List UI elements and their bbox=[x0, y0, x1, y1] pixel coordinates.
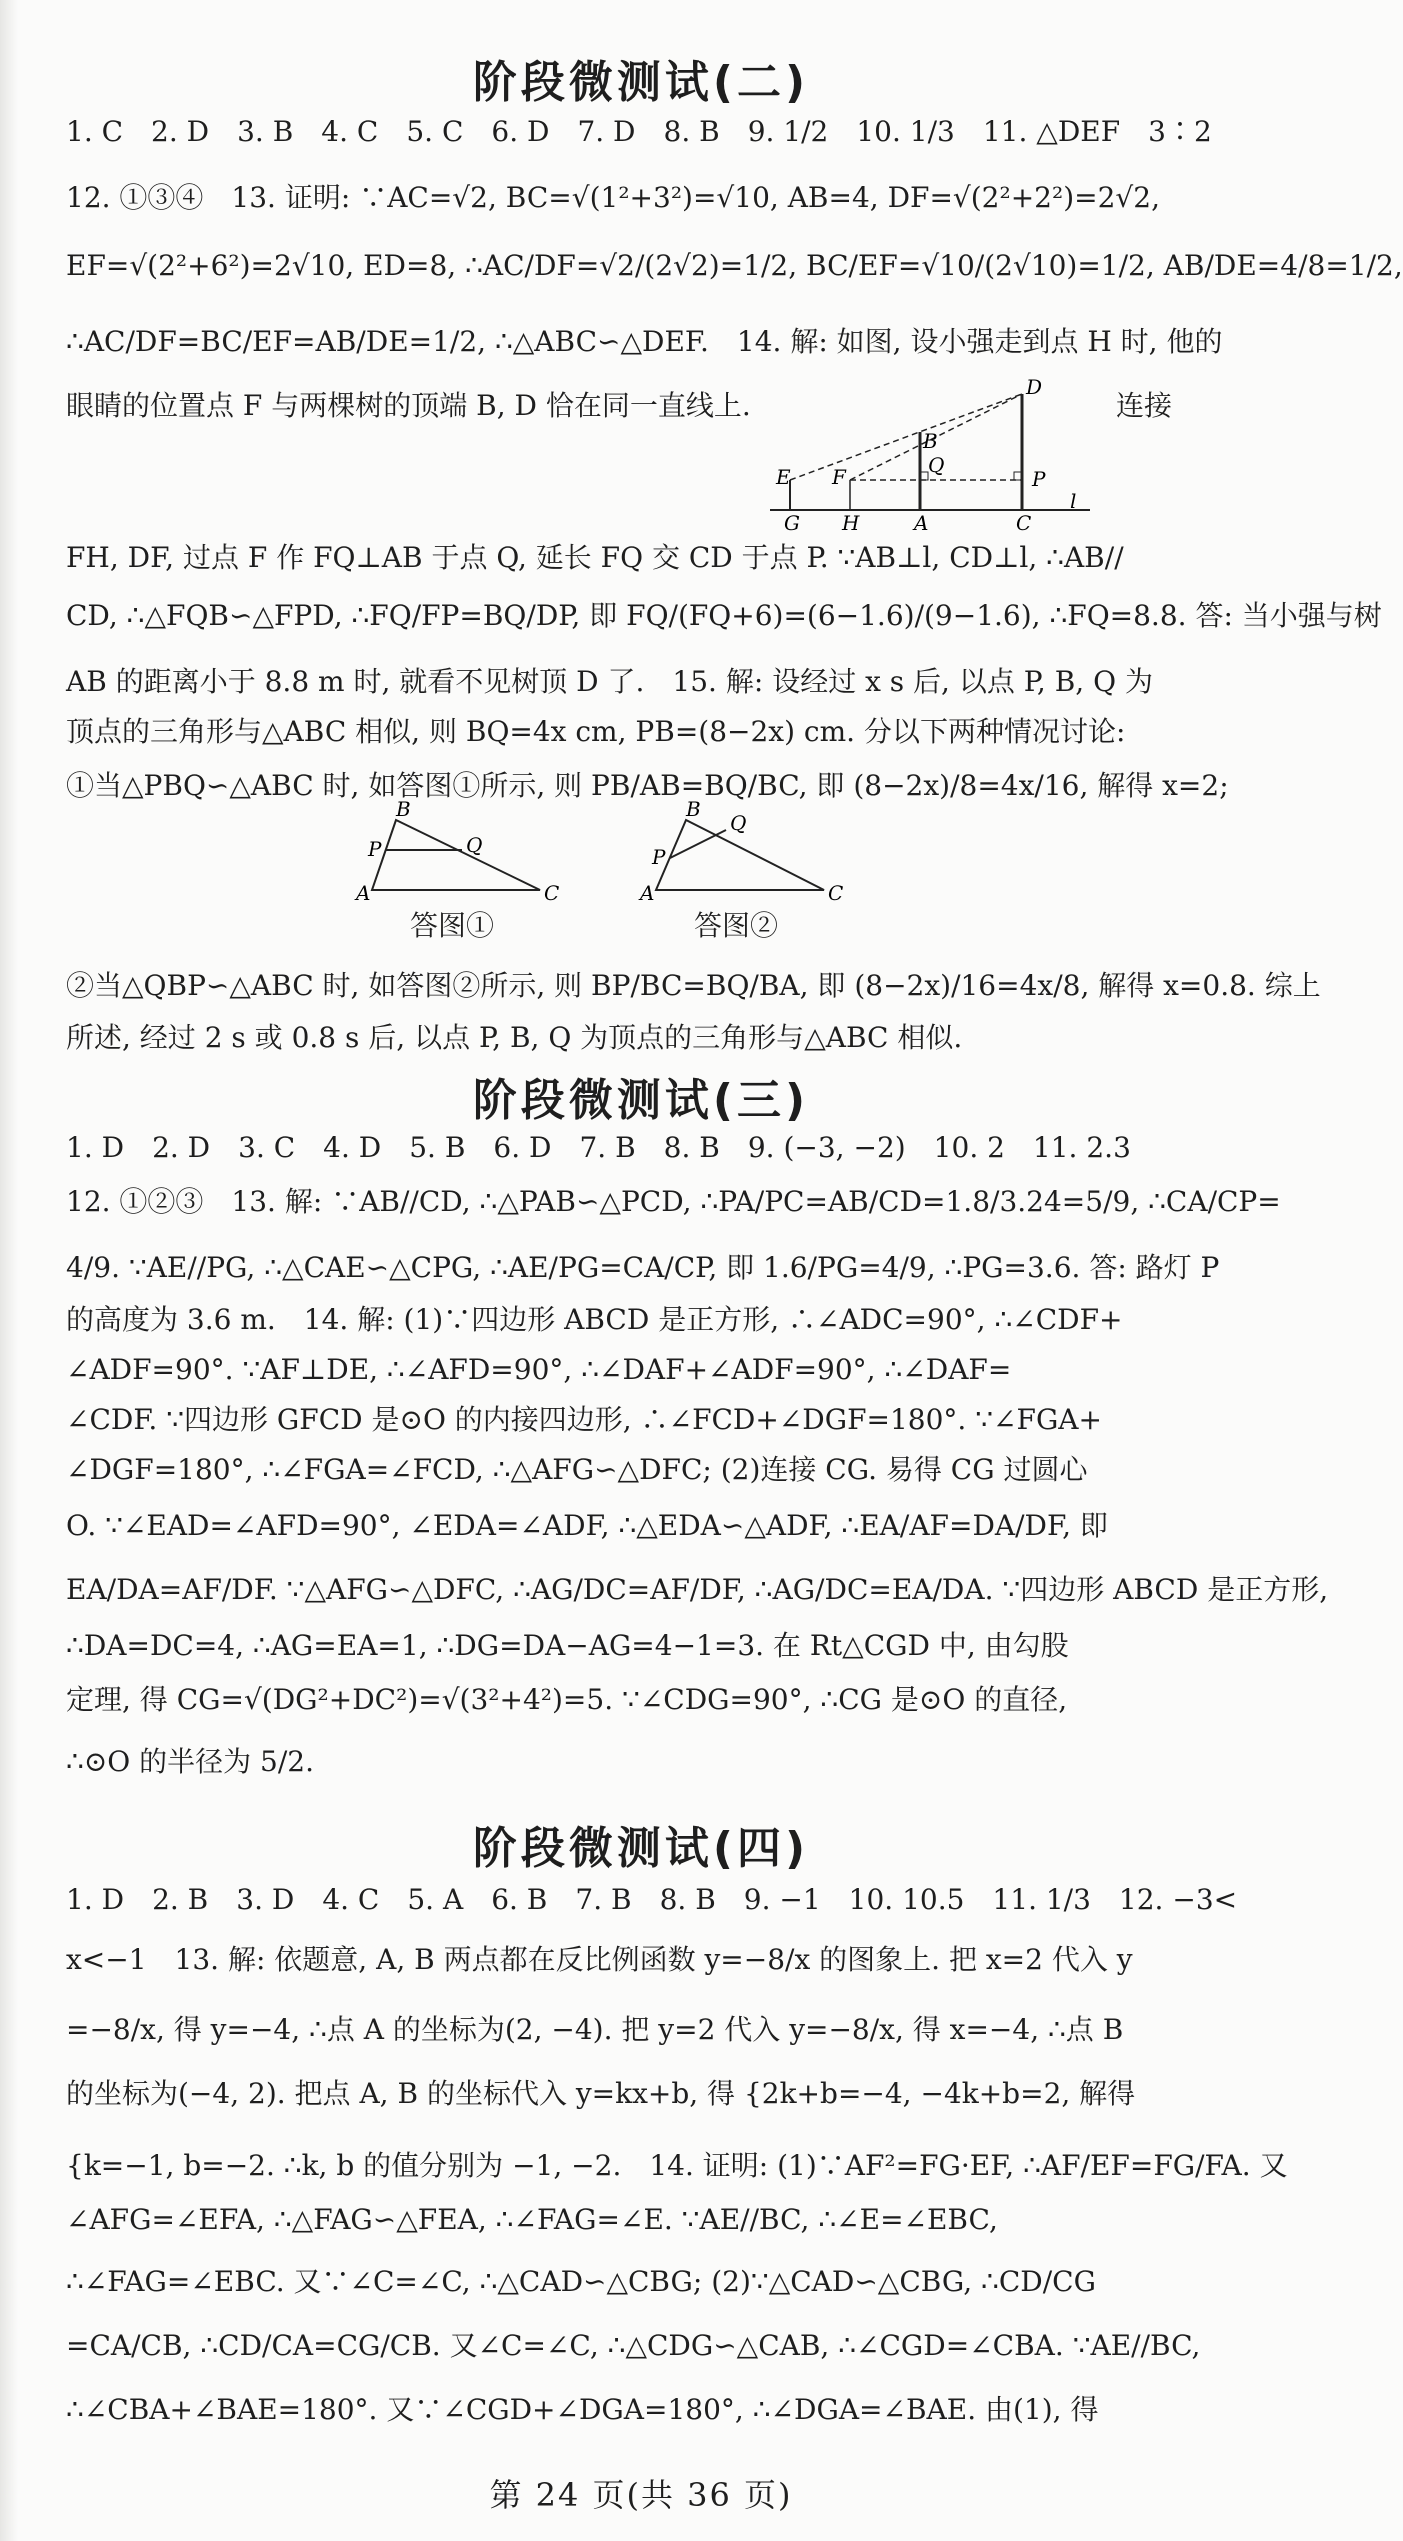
text-line: ∴AC/DF=BC/EF=AB/DE=1/2, ∴△ABC∽△DEF. 14. 解: 如图, 设小强走到点 H 时, 他的 bbox=[66, 325, 1223, 358]
figure-label: A bbox=[640, 881, 655, 905]
text-line: 1. D 2. B 3. D 4. C 5. A 6. B 7. B 8. B 9. −1 10. 10.5 11. 1/3 12. −3< bbox=[66, 1883, 1238, 1916]
text-line: 12. ①③④ 13. 证明: ∵AC=√2, BC=√(1²+3²)=√10, AB=4, DF=√(2²+2²)=2√2, bbox=[66, 181, 1160, 214]
figure-label: Q bbox=[928, 453, 945, 477]
text-line: 4/9. ∵AE//PG, ∴△CAE∽△CPG, ∴AE/PG=CA/CP, 即 1.6/PG=4/9, ∴PG=3.6. 答: 路灯 P bbox=[66, 1251, 1220, 1284]
section-title-4: 阶段微测试(四) bbox=[472, 1823, 810, 1874]
text-line: 顶点的三角形与△ABC 相似, 则 BQ=4x cm, PB=(8−2x) cm. 分以下两种情况讨论: bbox=[66, 715, 1126, 748]
text-line: EA/DA=AF/DF. ∵△AFG∽△DFC, ∴AG/DC=AF/DF, ∴AG/DC=EA/DA. ∵四边形 ABCD 是正方形, bbox=[66, 1573, 1329, 1606]
section-title-3: 阶段微测试(三) bbox=[472, 1075, 810, 1126]
figure-label: P bbox=[652, 845, 666, 869]
text-line: ∠ADF=90°. ∵AF⊥DE, ∴∠AFD=90°, ∴∠DAF+∠ADF=90°, ∴∠DAF= bbox=[66, 1353, 1012, 1386]
text-line: 连接 bbox=[1116, 389, 1173, 422]
figure-label: G bbox=[784, 511, 800, 535]
text-line: {k=−1, b=−2. ∴k, b 的值分别为 −1, −2. 14. 证明: (1)∵AF²=FG·EF, ∴AF/EF=FG/FA. 又 bbox=[66, 2149, 1288, 2182]
text-line: ①当△PBQ∽△ABC 时, 如答图①所示, 则 PB/AB=BQ/BC, 即 (8−2x)/8=4x/16, 解得 x=2; bbox=[66, 769, 1229, 802]
text-line: 定理, 得 CG=√(DG²+DC²)=√(3²+4²)=5. ∵∠CDG=90°, ∴CG 是⊙O 的直径, bbox=[66, 1683, 1068, 1716]
text-line: ∴∠FAG=∠EBC. 又∵∠C=∠C, ∴△CAD∽△CBG; (2)∵△CAD∽△CBG, ∴CD/CG bbox=[66, 2265, 1096, 2298]
figure-label: D bbox=[1026, 375, 1043, 399]
tree-sightline-figure bbox=[770, 375, 1100, 535]
figure-label: B bbox=[923, 429, 938, 453]
figure-label: l bbox=[1070, 489, 1077, 513]
page-binding-shadow bbox=[0, 0, 18, 2541]
text-line: 所述, 经过 2 s 或 0.8 s 后, 以点 P, B, Q 为顶点的三角形与△ABC 相似. bbox=[66, 1021, 963, 1054]
figure-label: Q bbox=[730, 811, 747, 835]
figure-label: P bbox=[1032, 467, 1046, 491]
text-line: 的坐标为(−4, 2). 把点 A, B 的坐标代入 y=kx+b, 得 {2k+b=−4, −4k+b=2, 解得 bbox=[66, 2077, 1136, 2110]
text-line: FH, DF, 过点 F 作 FQ⊥AB 于点 Q, 延长 FQ 交 CD 于点 P. ∵AB⊥l, CD⊥l, ∴AB// bbox=[66, 541, 1124, 574]
text-line: ∠AFG=∠EFA, ∴△FAG∽△FEA, ∴∠FAG=∠E. ∵AE//BC, ∴∠E=∠EBC, bbox=[66, 2203, 998, 2236]
page-number-footer: 第 24 页(共 36 页) bbox=[489, 2476, 793, 2514]
figure-label: C bbox=[544, 881, 560, 905]
answer-figure-2 bbox=[640, 797, 850, 910]
text-line: ∠CDF. ∵四边形 GFCD 是⊙O 的内接四边形, ∴∠FCD+∠DGF=180°. ∵∠FGA+ bbox=[66, 1403, 1102, 1436]
text-line: ∴⊙O 的半径为 5/2. bbox=[66, 1745, 314, 1778]
text-line: 12. ①②③ 13. 解: ∵AB//CD, ∴△PAB∽△PCD, ∴PA/PC=AB/CD=1.8/3.24=5/9, ∴CA/CP= bbox=[66, 1185, 1281, 1218]
answer-figure-1 bbox=[356, 797, 566, 910]
figure-label: F bbox=[832, 465, 846, 489]
figure-label: B bbox=[396, 797, 411, 821]
text-line: ②当△QBP∽△ABC 时, 如答图②所示, 则 BP/BC=BQ/BA, 即 (8−2x)/16=4x/8, 解得 x=0.8. 综上 bbox=[66, 969, 1321, 1002]
figure-label: P bbox=[368, 837, 382, 861]
figure-label: Q bbox=[466, 833, 483, 857]
text-line: 眼睛的位置点 F 与两棵树的顶端 B, D 恰在同一直线上. bbox=[66, 389, 751, 422]
text-line: =CA/CB, ∴CD/CA=CG/CB. 又∠C=∠C, ∴△CDG∽△CAB, ∴∠CGD=∠CBA. ∵AE//BC, bbox=[66, 2329, 1201, 2362]
figure-label: E bbox=[776, 465, 791, 489]
figure-caption: 答图① bbox=[410, 909, 495, 942]
figure-label: A bbox=[914, 511, 929, 535]
section-title-2: 阶段微测试(二) bbox=[472, 57, 810, 108]
text-line: EF=√(2²+6²)=2√10, ED=8, ∴AC/DF=√2/(2√2)=1/2, BC/EF=√10/(2√10)=1/2, AB/DE=4/8=1/2, bbox=[66, 249, 1403, 282]
text-line: x<−1 13. 解: 依题意, A, B 两点都在反比例函数 y=−8/x 的图象上. 把 x=2 代入 y bbox=[66, 1943, 1133, 1976]
text-line: O. ∵∠EAD=∠AFD=90°, ∠EDA=∠ADF, ∴△EDA∽△ADF, ∴EA/AF=DA/DF, 即 bbox=[66, 1509, 1108, 1542]
figure-label: C bbox=[1016, 511, 1032, 535]
figure-caption: 答图② bbox=[694, 909, 779, 942]
text-line: 1. D 2. D 3. C 4. D 5. B 6. D 7. B 8. B 9. (−3, −2) 10. 2 11. 2.3 bbox=[66, 1131, 1131, 1164]
figure-label: B bbox=[686, 797, 701, 821]
figure-label: C bbox=[828, 881, 844, 905]
text-line: 1. C 2. D 3. B 4. C 5. C 6. D 7. D 8. B 9. 1/2 10. 1/3 11. △DEF 3∶2 bbox=[66, 115, 1212, 148]
text-line: 的高度为 3.6 m. 14. 解: (1)∵四边形 ABCD 是正方形, ∴∠ADC=90°, ∴∠CDF+ bbox=[66, 1303, 1123, 1336]
text-line: ∴∠CBA+∠BAE=180°. 又∵∠CGD+∠DGA=180°, ∴∠DGA=∠BAE. 由(1), 得 bbox=[66, 2393, 1099, 2426]
text-line: ∠DGF=180°, ∴∠FGA=∠FCD, ∴△AFG∽△DFC; (2)连接 CG. 易得 CG 过圆心 bbox=[66, 1453, 1088, 1486]
text-line: CD, ∴△FQB∽△FPD, ∴FQ/FP=BQ/DP, 即 FQ/(FQ+6)=(6−1.6)/(9−1.6), ∴FQ=8.8. 答: 当小强与树 bbox=[66, 599, 1382, 632]
text-line: =−8/x, 得 y=−4, ∴点 A 的坐标为(2, −4). 把 y=2 代入 y=−8/x, 得 x=−4, ∴点 B bbox=[66, 2013, 1124, 2046]
text-line: ∴DA=DC=4, ∴AG=EA=1, ∴DG=DA−AG=4−1=3. 在 Rt△CGD 中, 由勾股 bbox=[66, 1629, 1069, 1662]
figure-label: A bbox=[356, 881, 371, 905]
text-line: AB 的距离小于 8.8 m 时, 就看不见树顶 D 了. 15. 解: 设经过 x s 后, 以点 P, B, Q 为 bbox=[66, 665, 1153, 698]
figure-label: H bbox=[842, 511, 860, 535]
